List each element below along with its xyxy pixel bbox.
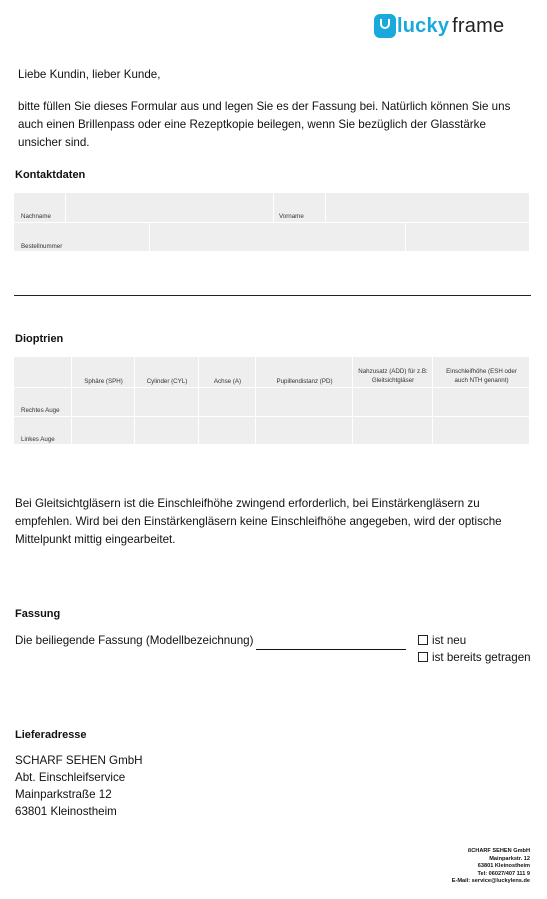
option-worn-label: ist bereits getragen bbox=[432, 651, 531, 664]
address-line: Abt. Einschleifservice bbox=[15, 771, 126, 784]
col-header-pd: Pupillendistanz (PD) bbox=[276, 378, 333, 385]
right-eye-sph-field[interactable] bbox=[72, 388, 135, 417]
col-header-add: Nahzusatz (ADD) für z.B: Gleitsichtgläser bbox=[358, 368, 428, 384]
left-eye-axis-field[interactable] bbox=[199, 417, 256, 445]
delivery-heading: Lieferadresse bbox=[15, 729, 87, 741]
diopters-heading: Dioptrien bbox=[15, 333, 64, 345]
lucky-frame-logo-icon bbox=[374, 14, 396, 38]
frame-model-label: Die beiliegende Fassung (Modellbezeichnung) bbox=[15, 634, 254, 647]
intro-text: bitte füllen Sie dieses Formular aus und legen Sie es der Fassung bei. Natürlich können Sie uns auch einen Brillenpass oder eine Rezeptkopie beilegen, wenn Sie bezüglich der Glasstärke unsicher sind. bbox=[18, 100, 511, 149]
frame-heading: Fassung bbox=[15, 608, 61, 620]
left-eye-add-field[interactable] bbox=[353, 417, 433, 445]
footer-line: 63801 Kleinostheim bbox=[477, 863, 530, 869]
frame-model-input-line[interactable] bbox=[256, 637, 406, 650]
left-eye-sph-field[interactable] bbox=[72, 417, 135, 445]
greeting: Liebe Kundin, lieber Kunde, bbox=[18, 68, 161, 81]
col-header-axis: Achse (A) bbox=[213, 378, 242, 385]
address-line: Mainparkstraße 12 bbox=[15, 788, 112, 801]
divider-line bbox=[14, 295, 531, 296]
address-line: SCHARF SEHEN GmbH bbox=[15, 754, 143, 767]
logo-text-lucky: lucky bbox=[397, 14, 450, 37]
right-eye-pd-field[interactable] bbox=[256, 388, 353, 417]
right-eye-cyl-field[interactable] bbox=[135, 388, 199, 417]
order-number-field[interactable] bbox=[150, 223, 406, 252]
delivery-address bbox=[15, 752, 143, 820]
row-label-right-eye: Rechtes Auge bbox=[21, 407, 60, 414]
order-number-label: Bestellnummer bbox=[21, 243, 63, 250]
diopters-table bbox=[14, 357, 530, 445]
col-header-cyl: Cylinder (CYL) bbox=[146, 378, 188, 385]
col-header-esh: Einschleifhöhe (ESH oder auch NTH genannt) bbox=[446, 368, 517, 384]
first-name-field[interactable] bbox=[326, 193, 530, 223]
footer-line: Mainparkstr. 12 bbox=[489, 855, 530, 862]
frame-model-row bbox=[15, 632, 406, 650]
checkbox-new[interactable] bbox=[418, 635, 428, 645]
contact-heading: Kontaktdaten bbox=[15, 169, 86, 181]
logo-text-frame: frame bbox=[452, 14, 505, 37]
option-new-label: ist neu bbox=[432, 634, 467, 647]
left-eye-pd-field[interactable] bbox=[256, 417, 353, 445]
footer-line: E-Mail: service@luckylens.de bbox=[451, 878, 530, 884]
order-number-field-extra[interactable] bbox=[406, 223, 530, 252]
frame-option-worn[interactable] bbox=[418, 649, 531, 667]
right-eye-add-field[interactable] bbox=[353, 388, 433, 417]
address-line: 63801 Kleinostheim bbox=[15, 805, 117, 818]
last-name-label: Nachname bbox=[21, 213, 51, 220]
right-eye-esh-field[interactable] bbox=[433, 388, 530, 417]
grinding-height-note: Bei Gleitsichtgläsern ist die Einschleifhöhe zwingend erforderlich, bei Einstärkengläsern zu empfehlen. Wird bei den Einstärkengläsern keine Einschleifhöhe angegeben, wird der optische Mittelpunkt mittig eingearbeitet. bbox=[15, 497, 502, 546]
contact-table bbox=[14, 193, 530, 252]
checkbox-worn[interactable] bbox=[418, 652, 428, 662]
brand-logo bbox=[374, 12, 504, 40]
right-eye-axis-field[interactable] bbox=[199, 388, 256, 417]
footer-contact bbox=[452, 848, 530, 886]
last-name-field[interactable] bbox=[66, 193, 274, 223]
frame-option-new[interactable] bbox=[418, 632, 466, 650]
footer-line: ßCHARF SEHEN GmbH bbox=[467, 848, 530, 854]
footer-line: Tel: 06027/407 111 9 bbox=[477, 870, 530, 877]
first-name-label: Vorname bbox=[279, 213, 304, 220]
diopters-corner-cell bbox=[14, 357, 72, 388]
left-eye-esh-field[interactable] bbox=[433, 417, 530, 445]
left-eye-cyl-field[interactable] bbox=[135, 417, 199, 445]
col-header-sph: Sphäre (SPH) bbox=[84, 378, 123, 385]
row-label-left-eye: Linkes Auge bbox=[21, 436, 55, 443]
